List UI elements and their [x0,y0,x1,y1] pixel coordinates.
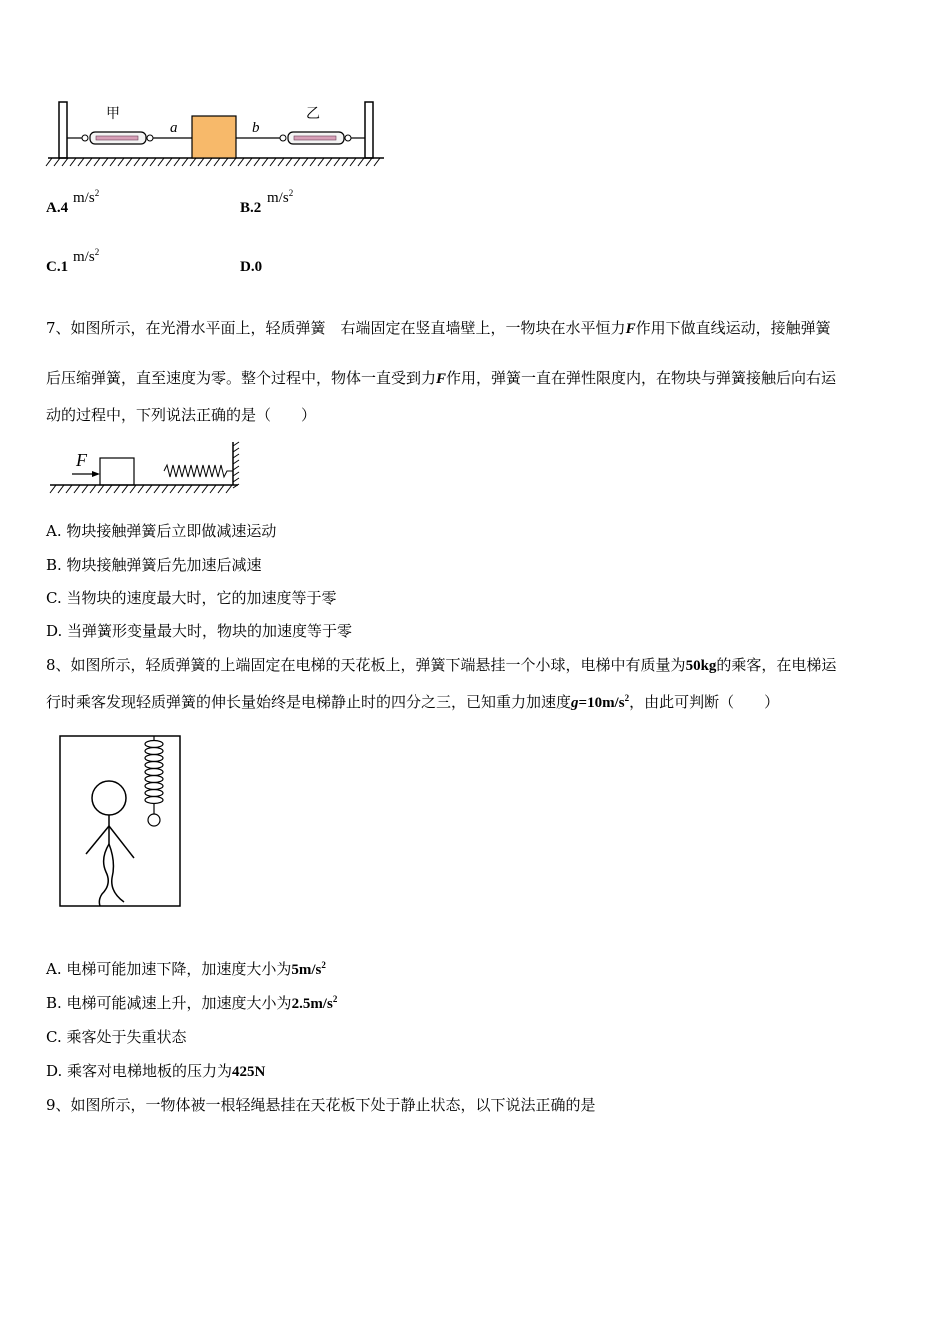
q7-text: 作用下做直线运动，接触弹簧 [635,319,831,337]
option-label: A.4 [46,200,69,216]
mass-value: 50kg [685,658,717,674]
q8-line-1 [46,654,836,675]
q7-line-3: 动的过程中，下列说法正确的是（ ） [46,406,317,424]
option-label: B.2 [240,200,262,216]
force-symbol: F [625,321,636,337]
option-value: 2.5m/s [291,996,333,1012]
q8-text: ，由此可判断（ ） [629,693,780,711]
q8-option-a [46,958,326,979]
unit-exp: 2 [94,188,100,198]
option-unit [267,188,293,207]
q8-line-2 [46,691,779,712]
elevator-figure [58,734,184,910]
option-value: 425N [232,1064,266,1080]
label-a: a [170,120,178,136]
q7-option-d: D. 当弹簧形变量最大时，物块的加速度等于零 [46,622,353,640]
option-unit [73,188,99,207]
q8-option-b [46,992,337,1013]
unit-text: m/s [73,190,95,206]
label-b: b [252,120,260,136]
q8-text: 的乘客，在电梯运 [716,656,837,674]
q9-line-1: 9、如图所示，一物体被一根轻绳悬挂在天花板下处于静止状态，以下说法正确的是 [46,1096,596,1114]
q7-line-1 [46,317,831,338]
q7-text: 后压缩弹簧，直至速度为零。整个过程中，物体一直受到力 [46,369,437,387]
option-value: 5m/s [291,962,322,978]
q7-option-a: A. 物块接触弹簧后立即做减速运动 [46,522,277,540]
q8-text: 8、如图所示，轻质弹簧的上端固定在电梯的天花板上，弹簧下端悬挂一个小球，电梯中有质量为 [46,656,686,674]
label-jia: 甲 [106,107,120,122]
force-label: F [76,450,87,470]
q7-option-c: C. 当物块的速度最大时，它的加速度等于零 [46,589,337,607]
unit-text: m/s [73,249,95,265]
q7-text: 作用，弹簧一直在弹性限度内，在物块与弹簧接触后向右运 [446,369,837,387]
q8-text: 行时乘客发现轻质弹簧的伸长量始终是电梯静止时的四分之三，已知重力加速度 [46,693,572,711]
unit-exp: 2 [94,247,100,257]
option-text: B. 电梯可能减速上升，加速度大小为 [46,994,292,1012]
option-label: D.0 [240,259,263,275]
unit-exp: 2 [288,188,294,198]
unit-text: m/s [267,190,289,206]
option-text: D. 乘客对电梯地板的压力为 [46,1062,233,1080]
option-label: C.1 [46,259,69,275]
option-unit [73,247,99,266]
q7-option-b: B. 物块接触弹簧后先加速后减速 [46,556,262,574]
q6-option-b [240,188,294,217]
q7-text: 7、如图所示，在光滑水平面上，轻质弹簧 右端固定在竖直墙壁上，一物块在水平恒力 [46,319,626,337]
spring-scale-figure [44,96,389,171]
q8-option-c: C. 乘客处于失重状态 [46,1028,187,1046]
q6-option-a [46,188,100,217]
q7-line-2 [46,367,836,388]
block-spring-figure [46,438,246,500]
label-yi: 乙 [306,107,320,122]
option-exp: 2 [321,960,326,970]
gravity-exp: 2 [624,693,630,703]
option-text: A. 电梯可能加速下降，加速度大小为 [46,960,292,978]
q8-option-d [46,1060,265,1081]
option-exp: 2 [332,994,338,1004]
q6-option-d [240,259,262,276]
gravity-symbol: g [571,695,579,711]
q6-option-c [46,247,100,276]
gravity-value: =10m/s [578,695,625,711]
force-symbol: F [436,371,447,387]
